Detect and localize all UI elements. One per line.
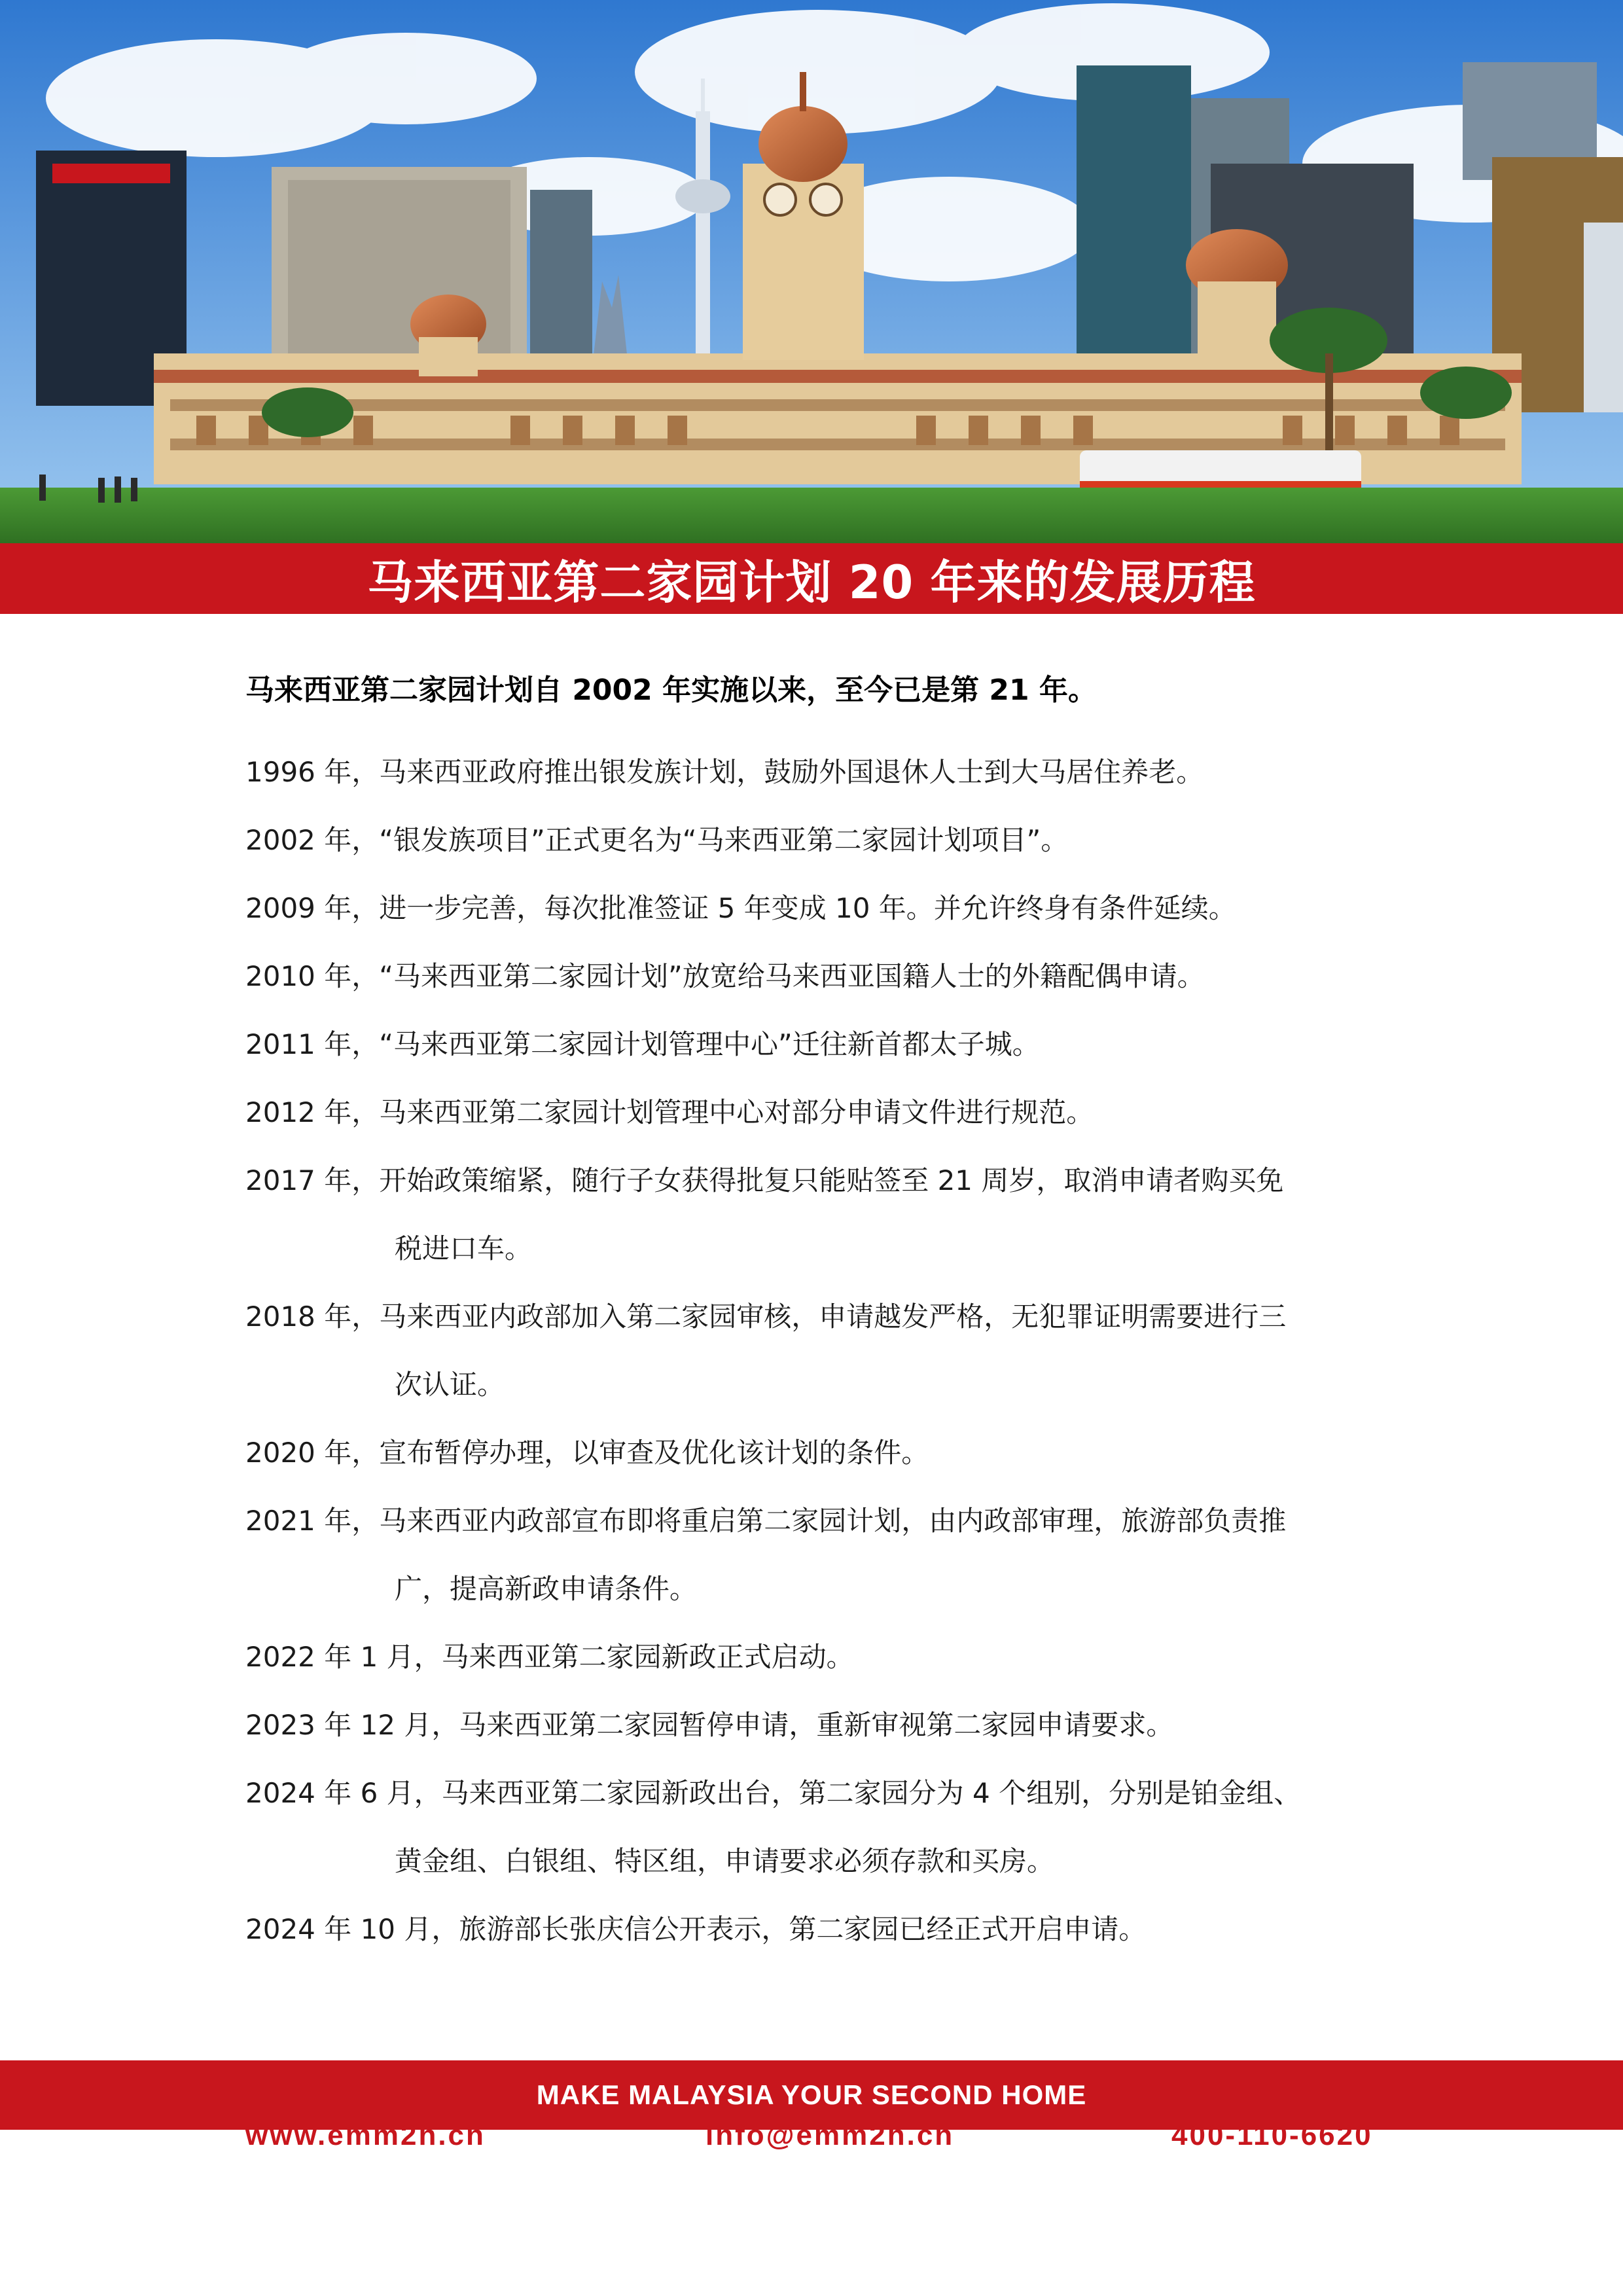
timeline-item — [245, 1895, 1397, 1964]
intro-text: 马来西亚第二家园计划自 2002 年实施以来，至今已是第 21 年。 — [245, 673, 1097, 707]
timeline-item — [245, 942, 1397, 1011]
phone-number[interactable]: 400-110-6620 — [1171, 2119, 1373, 2151]
main-content — [245, 661, 1397, 1964]
timeline-item-text: 2023 年 12 月，马来西亚第二家园暂停申请，重新审视第二家园申请要求。 — [245, 1709, 1174, 1741]
page-title: 马来西亚第二家园计划 20 年来的发展历程 — [367, 555, 1256, 609]
timeline-item-text: 2017 年，开始政策缩紧，随行子女获得批复只能贴签至 21 周岁，取消申请者购买免 — [245, 1164, 1284, 1196]
timeline-item — [245, 1623, 1397, 1691]
timeline-item-continuation: 广，提高新政申请条件。 — [395, 1573, 698, 1605]
hero-photo — [0, 0, 1623, 543]
timeline-item-continuation: 次认证。 — [395, 1369, 505, 1401]
website-link[interactable]: www.emm2h.cn — [245, 2119, 486, 2151]
email-link[interactable]: info@emm2h.cn — [705, 2119, 955, 2151]
timeline-item-text: 2011 年，“马来西亚第二家园计划管理中心”迁往新首都太子城。 — [245, 1028, 1040, 1060]
timeline-list — [245, 738, 1397, 1964]
timeline-item-text: 2024 年 10 月，旅游部长张庆信公开表示，第二家园已经正式开启申请。 — [245, 1913, 1147, 1945]
timeline-item — [245, 1283, 1397, 1419]
timeline-item-text: 1996 年，马来西亚政府推出银发族计划，鼓励外国退休人士到大马居住养老。 — [245, 756, 1204, 788]
timeline-item — [245, 1487, 1397, 1623]
timeline-item-text: 2002 年，“银发族项目”正式更名为“马来西亚第二家园计划项目”。 — [245, 824, 1069, 856]
timeline-item — [245, 1691, 1397, 1759]
title-bar — [0, 543, 1623, 614]
timeline-item-text: 2018 年，马来西亚内政部加入第二家园审核，申请越发严格，无犯罪证明需要进行三 — [245, 1300, 1287, 1333]
timeline-item — [245, 874, 1397, 942]
footer-slogan: MAKE MALAYSIA YOUR SECOND HOME — [536, 2079, 1087, 2110]
timeline-item — [245, 1011, 1397, 1079]
timeline-item — [245, 1147, 1397, 1283]
timeline-item-text: 2020 年，宣布暂停办理，以审查及优化该计划的条件。 — [245, 1437, 929, 1469]
timeline-item-text: 2009 年，进一步完善，每次批准签证 5 年变成 10 年。并允许终身有条件延续。 — [245, 892, 1236, 924]
timeline-item-continuation: 税进口车。 — [395, 1232, 533, 1265]
timeline-item — [245, 1079, 1397, 1147]
timeline-item — [245, 738, 1397, 806]
kuala-lumpur-skyline-image — [0, 0, 1623, 543]
timeline-item — [245, 1419, 1397, 1487]
timeline-item-text: 2012 年，马来西亚第二家园计划管理中心对部分申请文件进行规范。 — [245, 1096, 1094, 1128]
timeline-item-text: 2010 年，“马来西亚第二家园计划”放宽给马来西亚国籍人士的外籍配偶申请。 — [245, 960, 1205, 992]
timeline-item-text: 2024 年 6 月，马来西亚第二家园新政出台，第二家园分为 4 个组别，分别是铂金组、 — [245, 1777, 1302, 1809]
timeline-item — [245, 1759, 1397, 1895]
timeline-item — [245, 806, 1397, 874]
footer-contacts — [0, 2119, 1623, 2165]
timeline-item-text: 2021 年，马来西亚内政部宣布即将重启第二家园计划，由内政部审理，旅游部负责推 — [245, 1505, 1287, 1537]
timeline-item-text: 2022 年 1 月，马来西亚第二家园新政正式启动。 — [245, 1641, 854, 1673]
timeline-item-continuation: 黄金组、白银组、特区组，申请要求必须存款和买房。 — [395, 1845, 1055, 1877]
